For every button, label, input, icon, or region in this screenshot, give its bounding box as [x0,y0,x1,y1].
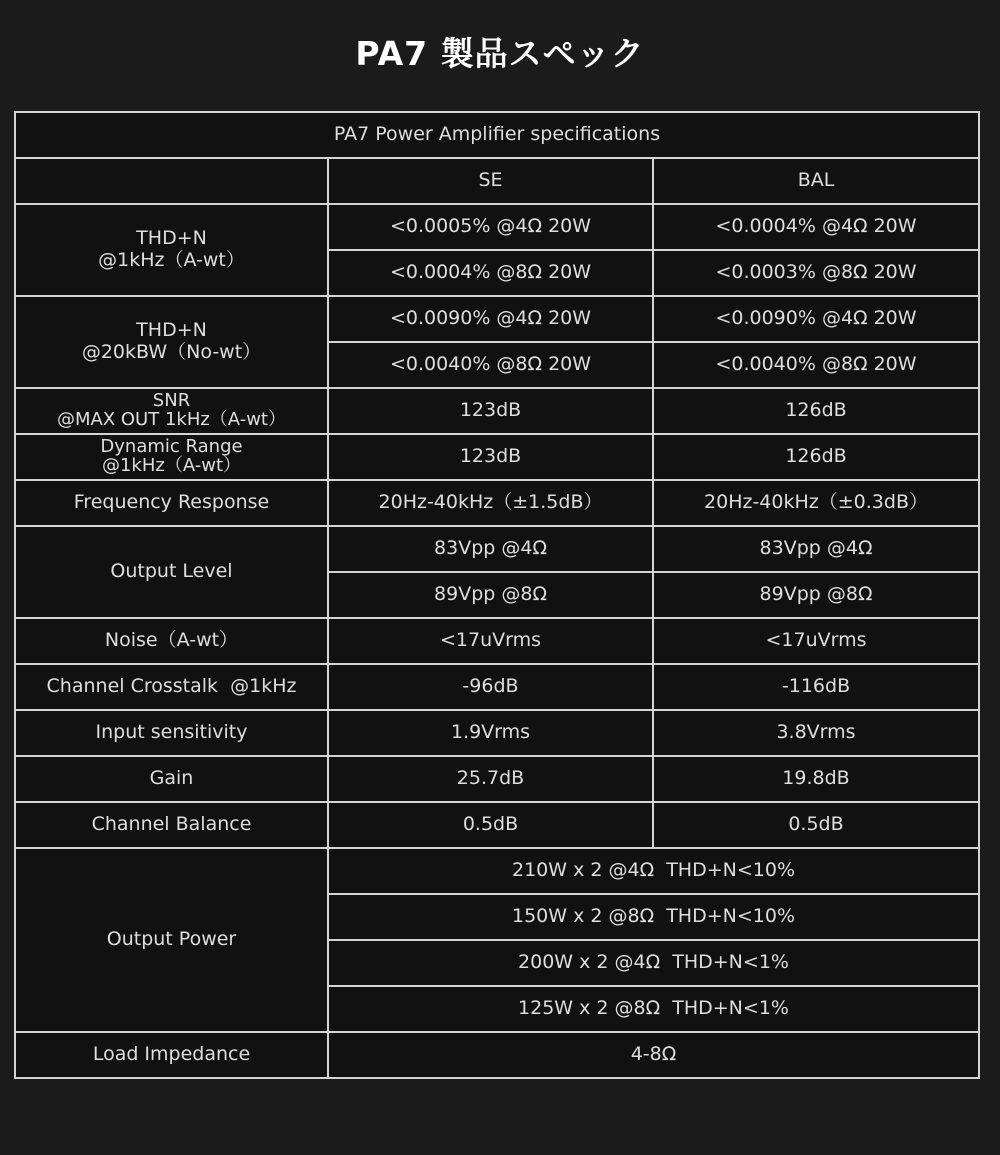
table-cell: 126dB [653,434,979,480]
table-cell: 25.7dB [328,756,653,802]
row-label-line: THD+N [136,319,207,342]
table-row [15,756,979,802]
row-label-line: @1kHz（A-wt） [101,455,242,476]
row-label-line: @20kBW（No-wt） [81,341,262,363]
table-cell: -96dB [328,664,653,710]
table-cell: 1.9Vrms [328,710,653,756]
row-label-frequency-response: Frequency Response [15,480,328,526]
table-row [15,388,979,434]
header-se: SE [328,158,653,204]
row-label-input-sensitivity: Input sensitivity [15,710,328,756]
header-bal: BAL [653,158,979,204]
row-label-line: Dynamic Range [100,436,243,458]
header-empty-cell [15,158,328,204]
row-label-channel-balance: Channel Balance [15,802,328,848]
table-cell: <0.0004% @8Ω 20W [328,250,653,296]
spec-table [14,111,980,1079]
table-cell: 125W x 2 @8Ω THD+N<1% [328,986,979,1032]
table-cell: 0.5dB [328,802,653,848]
row-label-snr [15,388,328,434]
table-cell: 89Vpp @8Ω [328,572,653,618]
table-cell: 123dB [328,434,653,480]
header-row [15,158,979,204]
row-label-noise: Noise（A-wt） [15,618,328,664]
table-cell: 20Hz-40kHz（±1.5dB） [328,480,653,526]
table-cell: -116dB [653,664,979,710]
table-cell: <0.0040% @8Ω 20W [653,342,979,388]
table-cell: <0.0090% @4Ω 20W [653,296,979,342]
row-label-dynamic-range [15,434,328,480]
table-cell: 150W x 2 @8Ω THD+N<10% [328,894,979,940]
table-cell: 0.5dB [653,802,979,848]
table-cell: 126dB [653,388,979,434]
table-row [15,848,979,894]
table-cell: 200W x 2 @4Ω THD+N<1% [328,940,979,986]
row-label-output-level: Output Level [15,526,328,618]
caption-row [15,112,979,158]
row-label-output-power: Output Power [15,848,328,1032]
table-cell: 89Vpp @8Ω [653,572,979,618]
row-label-line: @MAX OUT 1kHz（A-wt） [56,409,286,430]
table-cell: 123dB [328,388,653,434]
table-row [15,480,979,526]
table-cell: 19.8dB [653,756,979,802]
table-cell: 83Vpp @4Ω [653,526,979,572]
table-caption: PA7 Power Amplifier specifications [15,112,979,158]
page-title: PA7 製品スペック [355,34,645,73]
table-cell: 210W x 2 @4Ω THD+N<10% [328,848,979,894]
table-row [15,710,979,756]
table-cell: 20Hz-40kHz（±0.3dB） [653,480,979,526]
table-row [15,296,979,342]
row-label-line: @1kHz（A-wt） [98,249,245,271]
table-cell: 3.8Vrms [653,710,979,756]
row-label-thd-20k [15,296,328,388]
table-cell: <0.0090% @4Ω 20W [328,296,653,342]
row-label-line: THD+N [136,227,207,250]
table-cell: <0.0003% @8Ω 20W [653,250,979,296]
table-row [15,434,979,480]
table-cell: <0.0005% @4Ω 20W [328,204,653,250]
row-label-gain: Gain [15,756,328,802]
table-row [15,1032,979,1078]
table-cell: <17uVrms [653,618,979,664]
table-row [15,802,979,848]
table-row [15,204,979,250]
table-cell: <0.0040% @8Ω 20W [328,342,653,388]
table-cell: <0.0004% @4Ω 20W [653,204,979,250]
row-label-thd-1khz [15,204,328,296]
table-row [15,664,979,710]
row-label-line: SNR [152,390,191,412]
row-label-load-impedance: Load Impedance [15,1032,328,1078]
table-cell: <17uVrms [328,618,653,664]
row-label-channel-crosstalk: Channel Crosstalk @1kHz [15,664,328,710]
table-row [15,526,979,572]
table-cell: 4-8Ω [328,1032,979,1078]
table-row [15,618,979,664]
table-cell: 83Vpp @4Ω [328,526,653,572]
